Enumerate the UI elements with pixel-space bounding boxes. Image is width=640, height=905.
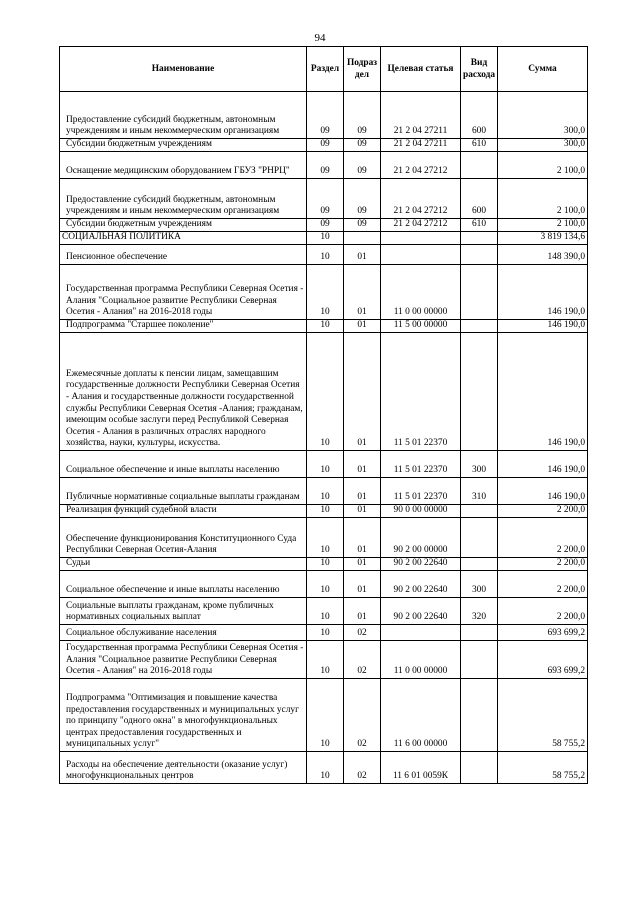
table-row xyxy=(60,245,588,265)
table-row xyxy=(60,265,588,320)
row-type xyxy=(461,625,498,641)
row-section: 10 xyxy=(307,478,344,505)
table-row xyxy=(60,641,588,679)
row-section: 10 xyxy=(307,245,344,265)
row-type xyxy=(461,265,498,320)
row-section: 10 xyxy=(307,232,344,245)
row-section: 10 xyxy=(307,518,344,558)
row-amount: 146 190,0 xyxy=(498,333,588,451)
row-type xyxy=(461,320,498,333)
row-subsection: 01 xyxy=(344,333,381,451)
page-number: 94 xyxy=(314,32,326,44)
row-type xyxy=(461,558,498,571)
row-amount: 146 190,0 xyxy=(498,265,588,320)
table-header-row xyxy=(60,47,588,92)
row-name: Предоставление субсидий бюджетным, автономным учреждениям и иным некоммерческим организациям xyxy=(60,179,307,219)
table-row xyxy=(60,232,588,245)
row-amount: 2 200,0 xyxy=(498,518,588,558)
row-type xyxy=(461,152,498,179)
row-target: 11 0 00 00000 xyxy=(381,641,461,679)
table-row xyxy=(60,505,588,518)
row-amount: 2 100,0 xyxy=(498,219,588,232)
row-subsection: 01 xyxy=(344,245,381,265)
row-name: Социальное обеспечение и иные выплаты населению xyxy=(60,451,307,478)
row-section: 10 xyxy=(307,558,344,571)
row-subsection: 01 xyxy=(344,598,381,625)
row-type: 320 xyxy=(461,598,498,625)
row-name: Оснащение медицинским оборудованием ГБУЗ "РНРЦ" xyxy=(60,152,307,179)
header-amount: Сумма xyxy=(498,47,588,92)
row-amount: 148 390,0 xyxy=(498,245,588,265)
row-type: 610 xyxy=(461,139,498,152)
row-target: 90 2 00 22640 xyxy=(381,571,461,598)
row-name: Субсидии бюджетным учреждениям xyxy=(60,139,307,152)
row-type xyxy=(461,333,498,451)
row-name: Ежемесячные доплаты к пенсии лицам, замещавшим государственные должности Республики Северная Осетия - Алания и государственные должности государственной службы Республики Северная Осетия -Алания; гражданам, имеющим особые заслуги перед Республикой Северная Осетия - Алания в различных отраслях народного хозяйства, науки, культуры, искусства. xyxy=(60,333,307,451)
row-target: 21 2 04 27212 xyxy=(381,219,461,232)
row-amount: 58 755,2 xyxy=(498,752,588,784)
row-section: 09 xyxy=(307,219,344,232)
row-section: 10 xyxy=(307,679,344,752)
row-subsection: 01 xyxy=(344,265,381,320)
row-subsection: 09 xyxy=(344,152,381,179)
row-type: 310 xyxy=(461,478,498,505)
row-amount: 146 190,0 xyxy=(498,320,588,333)
row-amount: 146 190,0 xyxy=(498,451,588,478)
row-type: 610 xyxy=(461,219,498,232)
row-name: Государственная программа Республики Северная Осетия - Алания "Социальное развитие Республики Северная Осетия - Алания" на 2016-2018 годы xyxy=(60,641,307,679)
row-target: 11 6 01 0059К xyxy=(381,752,461,784)
row-subsection: 01 xyxy=(344,320,381,333)
row-name: Подпрограмма "Старшее поколение" xyxy=(60,320,307,333)
table-row xyxy=(60,152,588,179)
row-type xyxy=(461,752,498,784)
header-subsection: Подраз дел xyxy=(344,47,381,92)
row-target: 11 5 00 00000 xyxy=(381,320,461,333)
row-target: 11 5 01 22370 xyxy=(381,478,461,505)
row-type: 300 xyxy=(461,571,498,598)
row-type xyxy=(461,641,498,679)
row-section: 10 xyxy=(307,598,344,625)
table-row xyxy=(60,320,588,333)
row-type xyxy=(461,232,498,245)
header-section: Раздел xyxy=(307,47,344,92)
row-subsection: 02 xyxy=(344,679,381,752)
row-amount: 693 699,2 xyxy=(498,625,588,641)
row-subsection: 01 xyxy=(344,451,381,478)
header-target: Целевая статья xyxy=(381,47,461,92)
table-row xyxy=(60,179,588,219)
table-row xyxy=(60,219,588,232)
row-subsection: 01 xyxy=(344,558,381,571)
table-row xyxy=(60,92,588,139)
row-amount: 2 100,0 xyxy=(498,152,588,179)
row-amount: 58 755,2 xyxy=(498,679,588,752)
row-target xyxy=(381,245,461,265)
row-target: 90 2 00 00000 xyxy=(381,518,461,558)
row-section: 09 xyxy=(307,92,344,139)
header-name: Наименование xyxy=(60,47,307,92)
row-target xyxy=(381,232,461,245)
row-section: 10 xyxy=(307,625,344,641)
row-amount: 2 200,0 xyxy=(498,598,588,625)
row-section: 10 xyxy=(307,265,344,320)
table-row xyxy=(60,139,588,152)
row-name: Социальные выплаты гражданам, кроме публичных нормативных социальных выплат xyxy=(60,598,307,625)
row-name: Публичные нормативные социальные выплаты гражданам xyxy=(60,478,307,505)
row-subsection: 02 xyxy=(344,625,381,641)
row-name: Пенсионное обеспечение xyxy=(60,245,307,265)
row-subsection: 09 xyxy=(344,139,381,152)
row-type xyxy=(461,518,498,558)
row-target xyxy=(381,625,461,641)
budget-table xyxy=(59,46,588,784)
table-row xyxy=(60,679,588,752)
row-target: 21 2 04 27212 xyxy=(381,152,461,179)
row-name: Социальное обеспечение и иные выплаты населению xyxy=(60,571,307,598)
row-name: Судьи xyxy=(60,558,307,571)
table-row xyxy=(60,333,588,451)
row-name: Субсидии бюджетным учреждениям xyxy=(60,219,307,232)
table-row xyxy=(60,451,588,478)
row-type: 600 xyxy=(461,92,498,139)
row-name: Расходы на обеспечение деятельности (оказание услуг) многофункциональных центров xyxy=(60,752,307,784)
row-subsection: 09 xyxy=(344,219,381,232)
row-section: 10 xyxy=(307,505,344,518)
row-type xyxy=(461,245,498,265)
row-type xyxy=(461,505,498,518)
row-section: 10 xyxy=(307,333,344,451)
row-section: 09 xyxy=(307,179,344,219)
row-target: 11 5 01 22370 xyxy=(381,451,461,478)
row-section: 10 xyxy=(307,451,344,478)
row-name: СОЦИАЛЬНАЯ ПОЛИТИКА xyxy=(60,232,307,245)
row-target: 11 6 00 00000 xyxy=(381,679,461,752)
row-name: Государственная программа Республики Северная Осетия - Алания "Социальное развитие Республики Северная Осетия - Алания" на 2016-2018 годы xyxy=(60,265,307,320)
row-amount: 2 200,0 xyxy=(498,571,588,598)
row-amount: 146 190,0 xyxy=(498,478,588,505)
row-subsection: 09 xyxy=(344,179,381,219)
table-row xyxy=(60,478,588,505)
row-section: 09 xyxy=(307,139,344,152)
row-amount: 693 699,2 xyxy=(498,641,588,679)
row-name: Подпрограмма "Оптимизация и повышение качества предоставления государственных и муниципальных услуг по принципу "одного окна" в многофункциональных центрах предоставления государственных и муниципальных услуг" xyxy=(60,679,307,752)
row-subsection xyxy=(344,232,381,245)
row-target: 90 2 00 22640 xyxy=(381,558,461,571)
row-name: Реализация функций судебной власти xyxy=(60,505,307,518)
row-section: 10 xyxy=(307,641,344,679)
row-subsection: 01 xyxy=(344,478,381,505)
row-amount: 300,0 xyxy=(498,139,588,152)
row-subsection: 02 xyxy=(344,752,381,784)
row-type: 600 xyxy=(461,179,498,219)
row-target: 11 0 00 00000 xyxy=(381,265,461,320)
row-name: Обеспечение функционирования Конституционного Суда Республики Северная Осетия-Алания xyxy=(60,518,307,558)
row-subsection: 01 xyxy=(344,505,381,518)
row-subsection: 02 xyxy=(344,641,381,679)
row-section: 10 xyxy=(307,320,344,333)
row-target: 21 2 04 27212 xyxy=(381,179,461,219)
row-name: Социальное обслуживание населения xyxy=(60,625,307,641)
row-subsection: 09 xyxy=(344,92,381,139)
row-section: 10 xyxy=(307,571,344,598)
table-row xyxy=(60,752,588,784)
row-section: 09 xyxy=(307,152,344,179)
table-row xyxy=(60,571,588,598)
table-row xyxy=(60,518,588,558)
row-target: 11 5 01 22370 xyxy=(381,333,461,451)
row-target: 21 2 04 27211 xyxy=(381,92,461,139)
table-row xyxy=(60,625,588,641)
row-type: 300 xyxy=(461,451,498,478)
header-type: Вид расхода xyxy=(461,47,498,92)
row-subsection: 01 xyxy=(344,518,381,558)
row-amount: 2 100,0 xyxy=(498,179,588,219)
row-amount: 2 200,0 xyxy=(498,505,588,518)
row-section: 10 xyxy=(307,752,344,784)
row-target: 90 0 00 00000 xyxy=(381,505,461,518)
table-row xyxy=(60,558,588,571)
row-target: 90 2 00 22640 xyxy=(381,598,461,625)
row-amount: 2 200,0 xyxy=(498,558,588,571)
row-amount: 3 819 134,6 xyxy=(498,232,588,245)
table-row xyxy=(60,598,588,625)
row-subsection: 01 xyxy=(344,571,381,598)
row-amount: 300,0 xyxy=(498,92,588,139)
row-target: 21 2 04 27211 xyxy=(381,139,461,152)
row-name: Предоставление субсидий бюджетным, автономным учреждениям и иным некоммерческим организациям xyxy=(60,92,307,139)
row-type xyxy=(461,679,498,752)
